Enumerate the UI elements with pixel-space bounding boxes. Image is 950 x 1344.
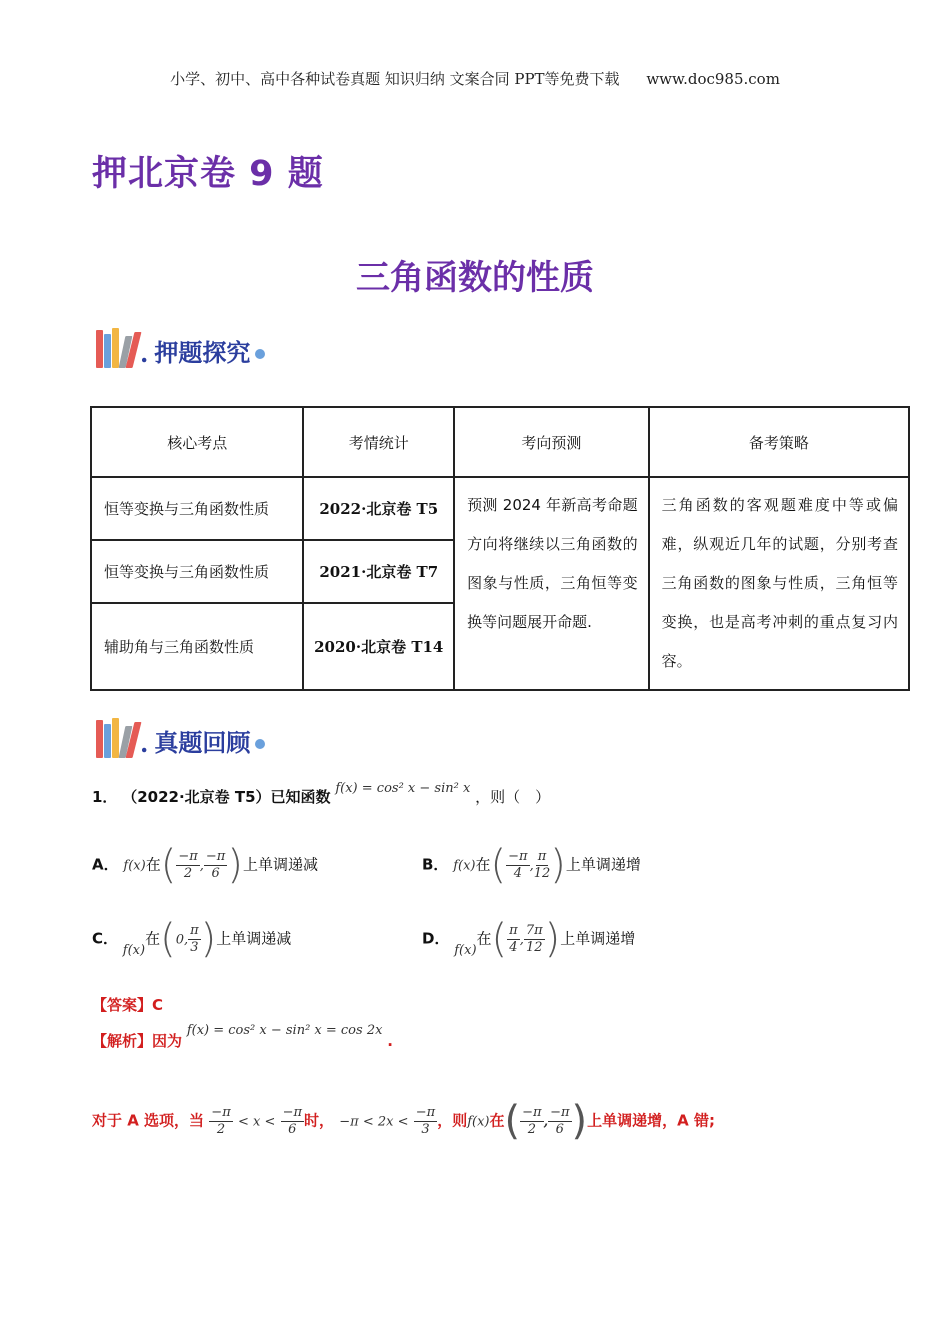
strategy-cell: 三角函数的客观题难度中等或偏难，纵观近几年的试题，分别考查三角函数的图象与性质，三角恒等变换，也是高考冲刺的重点复习内容。 — [649, 477, 909, 690]
year-cell: 2020·北京卷 T14 — [303, 603, 454, 690]
page-header — [0, 68, 950, 89]
table-header: 考情统计 — [303, 407, 454, 477]
question-number: 1． — [92, 788, 118, 806]
option-c[interactable]: C． f(x)在(0, $\frac{\pi}{3}$ )上单调递减 — [92, 916, 292, 962]
option-fx: f(x) — [123, 858, 146, 874]
topic-cell: 恒等变换与三角函数性质 — [91, 477, 303, 540]
analysis-label: 【解析】 — [92, 1032, 153, 1050]
option-a[interactable]: A． f(x)在( $\frac{-\pi}{2}$ , $\frac{-\pi}{6}$ )上单调递减 — [92, 842, 318, 888]
table-header: 核心考点 — [91, 407, 303, 477]
header-url[interactable]: www.doc985.com — [646, 70, 780, 88]
section-label: 押题探究 — [154, 339, 251, 367]
header-text: 小学、初中、高中各种试卷真题 知识归纳 文案合同 PPT等免费下载 — [170, 70, 620, 88]
table-header: 备考策略 — [649, 407, 909, 477]
section-header-prediction: . 押题探究 — [96, 322, 265, 368]
option-fx: f(x) — [454, 942, 477, 958]
table-header: 考向预测 — [454, 407, 649, 477]
question-tail: ，则（ ） — [475, 788, 551, 806]
option-b[interactable]: B． f(x)在( $\frac{-\pi}{4}$ , $\frac{\pi}{12}$ )上单调递增 — [422, 842, 641, 888]
answer-value: C — [152, 996, 164, 1014]
option-d[interactable]: D． f(x)在( $\frac{\pi}{4}$ , $\frac{7\pi}{12}$ )上单调递增 — [422, 916, 636, 962]
option-letter: C． — [92, 929, 119, 948]
dot-icon — [255, 739, 265, 749]
option-letter: A． — [92, 855, 119, 874]
section-label: 真题回顾 — [154, 729, 251, 757]
analysis-formula: f(x) = cos² x − sin² x = cos 2x — [186, 1023, 383, 1038]
option-letter: D． — [422, 929, 450, 948]
books-icon — [96, 716, 138, 758]
table-row — [91, 477, 909, 540]
analysis-text: 因为 — [152, 1032, 183, 1050]
exam-table — [90, 406, 910, 691]
question-source: （2022·北京卷 T5）已知函数 — [122, 788, 331, 806]
option-desc: 上单调递增 — [565, 855, 641, 874]
section-header-review: . 真题回顾 — [96, 712, 265, 758]
year-cell: 2021·北京卷 T7 — [303, 540, 454, 603]
answer-label: 【答案】 — [92, 996, 153, 1014]
item-a-lead: 对于 A 选项，当 — [92, 1111, 205, 1130]
item-a-analysis: 对于 A 选项，当 $\frac{-\pi}{2}$ < x < $\frac{-\pi}{6}$ 时， −π < 2x < $\frac{-\pi}{3}$ ，则f(x)在( $\frac{-\pi}{2}$ , $\frac{-\pi}{6}$ )上单调递增，A 错; — [92, 1098, 715, 1144]
year-cell: 2022·北京卷 T5 — [303, 477, 454, 540]
option-desc: 上单调递减 — [242, 855, 318, 874]
doc-subtitle: 三角函数的性质 — [356, 258, 594, 298]
option-letter: B． — [422, 855, 449, 874]
answer-line — [92, 994, 163, 1015]
topic-cell: 恒等变换与三角函数性质 — [91, 540, 303, 603]
question-stem — [92, 781, 551, 807]
option-desc: 上单调递减 — [216, 929, 292, 948]
prediction-cell: 预测 2024 年新高考命题方向将继续以三角函数的图象与性质，三角恒等变换等问题展开命题. — [454, 477, 649, 690]
topic-cell: 辅助角与三角函数性质 — [91, 603, 303, 690]
doc-title: 押北京卷 9 题 — [92, 154, 324, 194]
analysis-line: 【解析】因为 f(x) = cos² x − sin² x = cos 2x . — [92, 1023, 393, 1050]
function-formula: f(x) = cos² x − sin² x — [335, 781, 471, 796]
table-header-row — [91, 407, 909, 477]
dot-icon — [255, 349, 265, 359]
option-desc: 上单调递增 — [560, 929, 636, 948]
option-fx: f(x) — [453, 858, 476, 874]
option-fx: f(x) — [122, 942, 146, 958]
books-icon — [96, 326, 138, 368]
